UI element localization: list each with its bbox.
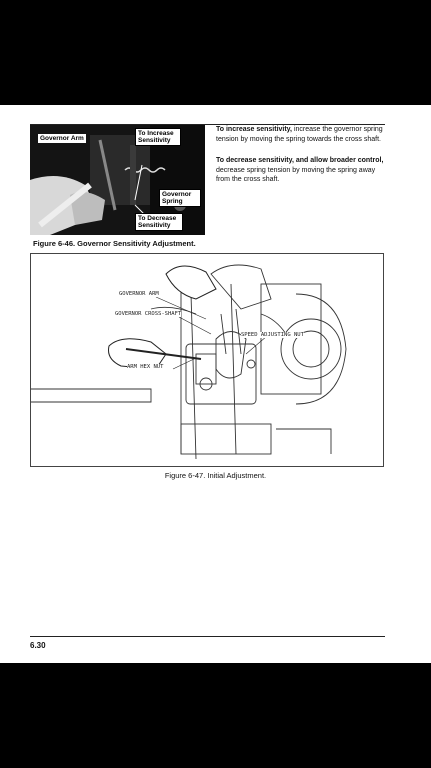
engine-line-drawing: [31, 254, 384, 467]
bottom-rule: [30, 636, 385, 637]
figure-46-photo: [30, 125, 205, 235]
callout-decrease-sensitivity: To Decrease Sensitivity: [135, 213, 183, 231]
callout-governor-spring: Governor Spring: [159, 189, 201, 207]
manual-page: [0, 105, 431, 663]
paragraph-decrease-text: decrease spring tension by moving the spring away from the cross shaft.: [216, 166, 376, 183]
figure-47-caption: Figure 6-47. Initial Adjustment.: [164, 471, 267, 480]
page-number: 6.30: [30, 641, 46, 650]
label-arm-hex-nut: ARM HEX NUT: [127, 364, 164, 370]
label-governor-arm: GOVERNOR ARM: [119, 291, 159, 297]
figure-46-caption: Figure 6-46. Governor Sensitivity Adjustment.: [33, 239, 196, 248]
callout-governor-arm: Governor Arm: [40, 135, 84, 142]
label-governor-cross-shaft: GOVERNOR CROSS-SHAFT: [115, 311, 182, 317]
paragraph-decrease: [216, 156, 386, 185]
paragraph-decrease-bold: To decrease sensitivity, and allow broader control,: [216, 157, 384, 164]
paragraph-increase-bold: To increase sensitivity,: [216, 126, 292, 133]
figure-47-drawing: [30, 253, 384, 467]
callout-increase-sensitivity: To Increase Sensitivity: [135, 128, 181, 146]
paragraph-increase-text: increase the governor spring tension by moving the spring towards the cross shaft.: [216, 126, 383, 143]
label-speed-adjusting-nut: SPEED ADJUSTING NUT: [241, 332, 304, 338]
paragraph-increase: [216, 125, 386, 144]
